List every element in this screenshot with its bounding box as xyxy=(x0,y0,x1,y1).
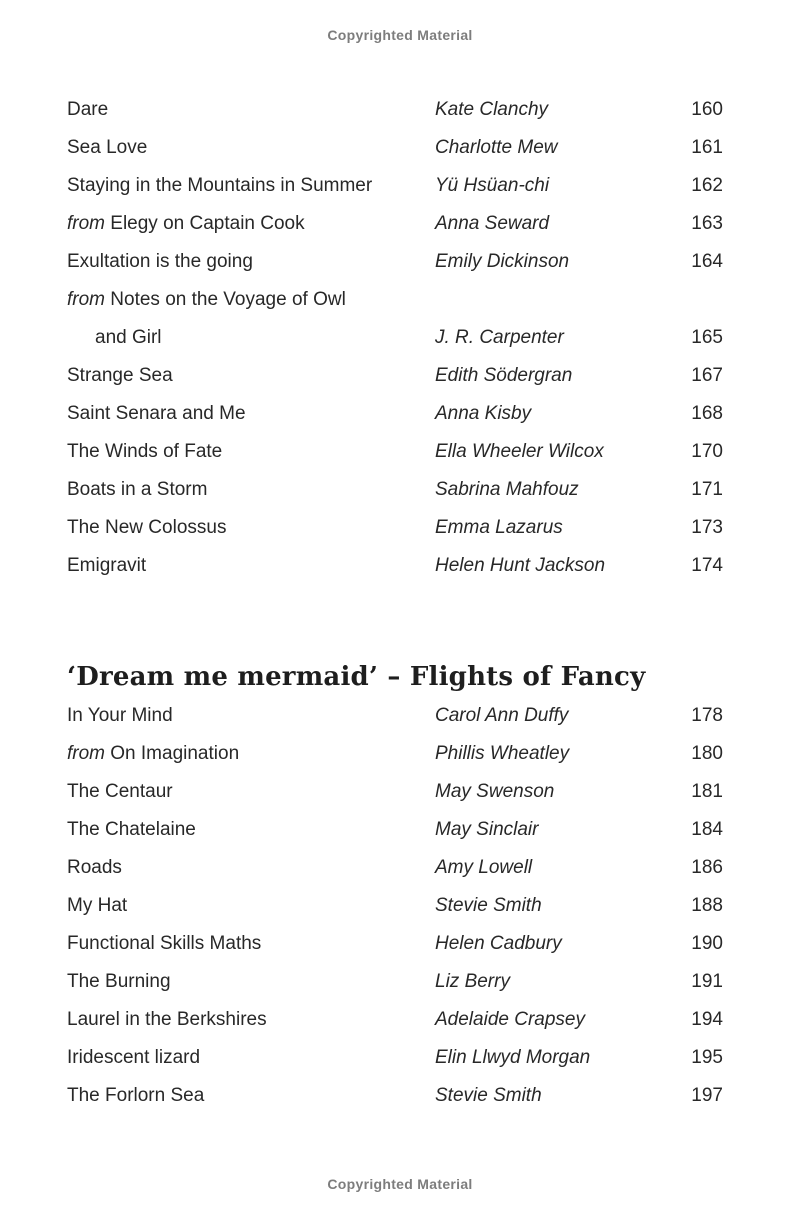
entry-page-number: 171 xyxy=(691,479,723,500)
toc-entry xyxy=(67,547,723,585)
toc-entry xyxy=(67,697,723,735)
entry-author: J. R. Carpenter xyxy=(435,327,564,348)
entry-title: My Hat xyxy=(67,895,128,916)
entry-page-number: 194 xyxy=(691,1009,723,1030)
entry-page-number: 186 xyxy=(691,857,723,878)
toc-entry xyxy=(67,509,723,547)
entry-page-number: 174 xyxy=(691,555,723,576)
entry-page-number: 180 xyxy=(691,743,723,764)
entry-page-number: 191 xyxy=(691,971,723,992)
table-of-contents xyxy=(67,91,723,1115)
entry-author: Anna Kisby xyxy=(435,403,532,424)
entry-author: Charlotte Mew xyxy=(435,137,558,158)
entry-title: Iridescent lizard xyxy=(67,1047,201,1068)
toc-entry xyxy=(67,735,723,773)
copyright-notice-top: Copyrighted Material xyxy=(327,27,473,43)
toc-entry xyxy=(67,773,723,811)
entry-title: Dare xyxy=(67,99,109,120)
entry-author: Helen Cadbury xyxy=(435,933,562,954)
entry-author: May Swenson xyxy=(435,781,555,802)
entry-title: from Elegy on Captain Cook xyxy=(67,213,305,234)
entry-title: Sea Love xyxy=(67,137,148,158)
entry-page-number: 162 xyxy=(691,175,723,196)
entry-title: Functional Skills Maths xyxy=(67,933,262,954)
toc-entry xyxy=(67,887,723,925)
entry-title: from On Imagination xyxy=(67,743,240,764)
entry-title: In Your Mind xyxy=(67,705,173,726)
entry-author: Emily Dickinson xyxy=(435,251,570,272)
toc-entry xyxy=(67,433,723,471)
toc-entry xyxy=(67,1077,723,1115)
entry-page-number: 160 xyxy=(691,99,723,120)
entry-page-number: 190 xyxy=(691,933,723,954)
entry-author: Carol Ann Duffy xyxy=(435,705,569,726)
entry-author: Amy Lowell xyxy=(435,857,533,878)
entry-title-prefix: from xyxy=(67,289,105,310)
entry-title: The Centaur xyxy=(67,781,173,802)
toc-entry xyxy=(67,1001,723,1039)
entry-author: Elin Llwyd Morgan xyxy=(435,1047,591,1068)
entry-title: and Girl xyxy=(95,327,162,348)
entry-title: Saint Senara and Me xyxy=(67,403,246,424)
entry-page-number: 164 xyxy=(691,251,723,272)
toc-entry xyxy=(67,471,723,509)
entry-author: Adelaide Crapsey xyxy=(435,1009,585,1030)
entry-author: Helen Hunt Jackson xyxy=(435,555,606,576)
entry-title: The Forlorn Sea xyxy=(67,1085,205,1106)
toc-entry xyxy=(67,129,723,167)
section-heading: ‘Dream me mermaid’ – Flights of Fancy xyxy=(67,662,646,692)
toc-entry xyxy=(67,963,723,1001)
entry-author: Emma Lazarus xyxy=(435,517,563,538)
entry-author: Edith Södergran xyxy=(435,365,573,386)
entry-title: The New Colossus xyxy=(67,517,227,538)
entry-title: Exultation is the going xyxy=(67,251,253,272)
toc-entry xyxy=(67,281,723,319)
entry-title: Emigravit xyxy=(67,555,147,576)
entry-page-number: 165 xyxy=(691,327,723,348)
entry-page-number: 173 xyxy=(691,517,723,538)
toc-entry xyxy=(67,395,723,433)
entry-page-number: 168 xyxy=(691,403,723,424)
entry-page-number: 184 xyxy=(691,819,723,840)
toc-entry xyxy=(67,811,723,849)
entry-title: Staying in the Mountains in Summer xyxy=(67,175,373,196)
toc-entry xyxy=(67,319,723,357)
entry-title: The Winds of Fate xyxy=(67,441,223,462)
toc-entry xyxy=(67,849,723,887)
entry-page-number: 197 xyxy=(691,1085,723,1106)
entry-author: Stevie Smith xyxy=(435,895,542,916)
entry-page-number: 195 xyxy=(691,1047,723,1068)
toc-entry xyxy=(67,205,723,243)
entry-author: Ella Wheeler Wilcox xyxy=(435,441,604,462)
entry-author: Yü Hsüan-chi xyxy=(435,175,550,196)
entry-page-number: 167 xyxy=(691,365,723,386)
entry-author: Stevie Smith xyxy=(435,1085,542,1106)
entry-page-number: 170 xyxy=(691,441,723,462)
entry-page-number: 163 xyxy=(691,213,723,234)
toc-entry xyxy=(67,91,723,129)
entry-title: Boats in a Storm xyxy=(67,479,208,500)
entry-page-number: 188 xyxy=(691,895,723,916)
entry-title-prefix: from xyxy=(67,743,105,764)
toc-entry xyxy=(67,1039,723,1077)
entry-title: The Chatelaine xyxy=(67,819,196,840)
entry-author: Sabrina Mahfouz xyxy=(435,479,579,500)
toc-entry xyxy=(67,357,723,395)
entry-page-number: 178 xyxy=(691,705,723,726)
entry-title: Laurel in the Berkshires xyxy=(67,1009,267,1030)
entry-author: Anna Seward xyxy=(435,213,550,234)
entry-title: Strange Sea xyxy=(67,365,173,386)
entry-title-prefix: from xyxy=(67,213,105,234)
entry-author: Kate Clanchy xyxy=(435,99,549,120)
toc-entry xyxy=(67,243,723,281)
entry-title: from Notes on the Voyage of Owl xyxy=(67,289,346,310)
entry-author: Phillis Wheatley xyxy=(435,743,570,764)
toc-entry xyxy=(67,925,723,963)
entry-page-number: 181 xyxy=(691,781,723,802)
entry-page-number: 161 xyxy=(691,137,723,158)
entry-title: The Burning xyxy=(67,971,171,992)
copyright-notice-bottom: Copyrighted Material xyxy=(327,1176,473,1192)
entry-author: May Sinclair xyxy=(435,819,539,840)
toc-entry xyxy=(67,167,723,205)
entry-title: Roads xyxy=(67,857,122,878)
entry-author: Liz Berry xyxy=(435,971,510,992)
